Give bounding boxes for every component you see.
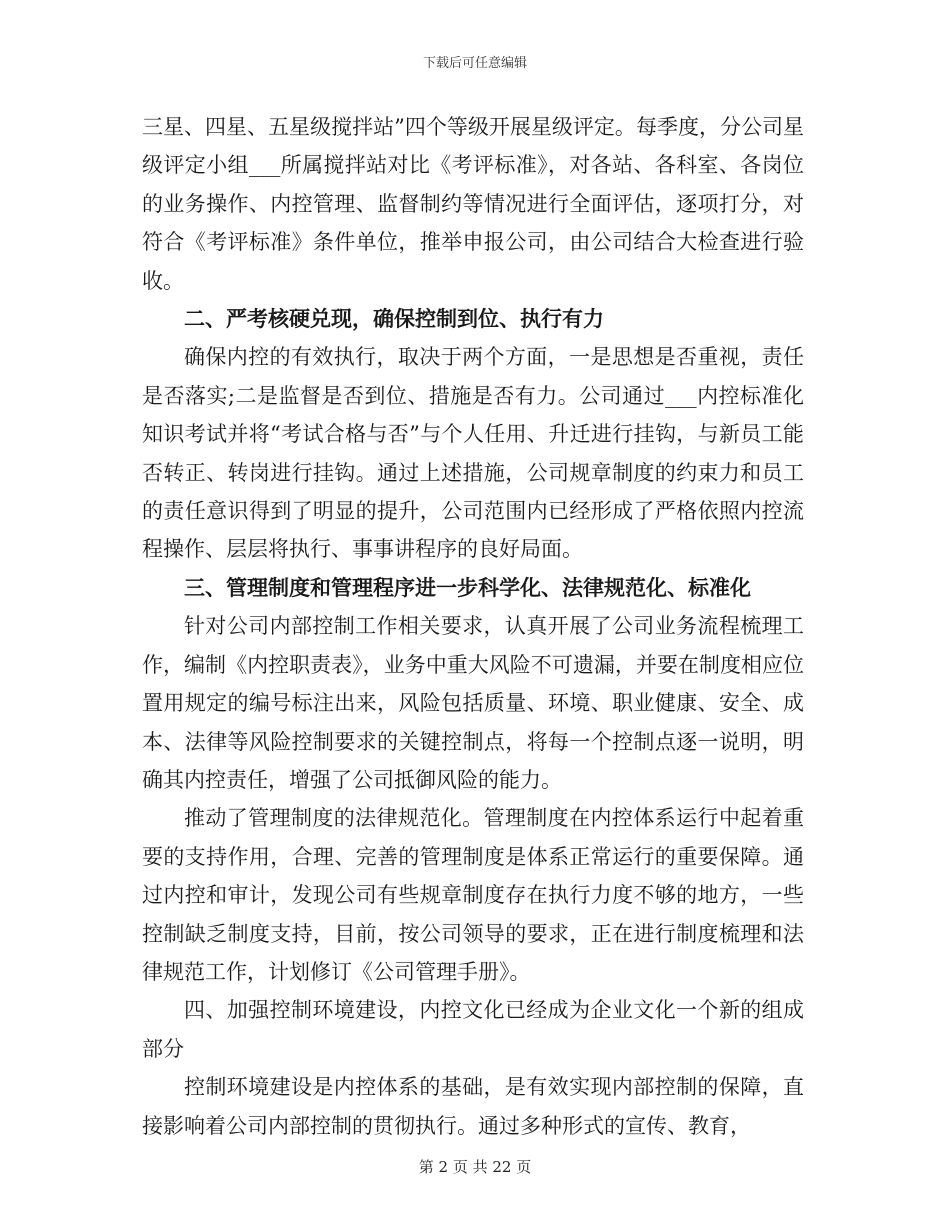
- section-heading-3: 三、管理制度和管理程序进一步科学化、法律规范化、标准化: [184, 574, 751, 600]
- paragraph-legal-standardization: 推动了管理制度的法律规范化。管理制度在内控体系运行中起着重要的支持作用，合理、完善的管理制度是体系正常运行的重要保障。通过内控和审计，发现公司有些规章制度存在执行力度不够的地方，一些控制缺乏制度支持，目前，按公司领导的要求，正在进行制度梳理和法律规范工作，计划修订《公司管理手册》。: [142, 806, 804, 984]
- paragraph-star-rating: 三星、四星、五星级搅拌站”四个等级开展星级评定。每季度，分公司星级评定小组___所属搅拌站对比《考评标准》，对各站、各科室、各岗位的业务操作、内控管理、监督制约等情况进行全面评估，逐项打分，对符合《考评标准》条件单位，推举申报公司，由公司结合大检查进行验收。: [142, 115, 804, 293]
- paragraph-internal-control-execution: 确保内控的有效执行，取决于两个方面，一是思想是否重视，责任是否落实;二是监督是否到位、措施是否有力。公司通过___内控标准化知识考试并将“考试合格与否”与个人任用、升迁进行挂钩，与新员工能否转正、转岗进行挂钩。通过上述措施，公司规章制度的约束力和员工的责任意识得到了明显的提升，公司范围内已经形成了严格依照内控流程操作、层层将执行、事事讲程序的良好局面。: [142, 345, 804, 562]
- page-header: 下载后可任意编辑: [422, 56, 527, 71]
- document-body: [142, 108, 804, 1145]
- section-heading-4: 四、加强控制环境建设，内控文化已经成为企业文化一个新的组成部分: [142, 998, 804, 1061]
- section-heading-2: 二、严考核硬兑现，确保控制到位、执行有力: [184, 306, 604, 332]
- page-number: 第 2 页 共 22 页: [418, 1158, 532, 1176]
- paragraph-business-process: 针对公司内部控制工作相关要求，认真开展了公司业务流程梳理工作，编制《内控职责表》，业务中重大风险不可遗漏，并要在制度相应位置用规定的编号标注出来，风险包括质量、环境、职业健康、安全、成本、法律等风险控制要求的关键控制点，将每一个控制点逐一说明，明确其内控责任，增强了公司抵御风险的能力。: [142, 614, 804, 792]
- paragraph-control-environment: 控制环境建设是内控体系的基础，是有效实现内部控制的保障，直接影响着公司内部控制的贯彻执行。通过多种形式的宣传、教育，: [142, 1075, 804, 1138]
